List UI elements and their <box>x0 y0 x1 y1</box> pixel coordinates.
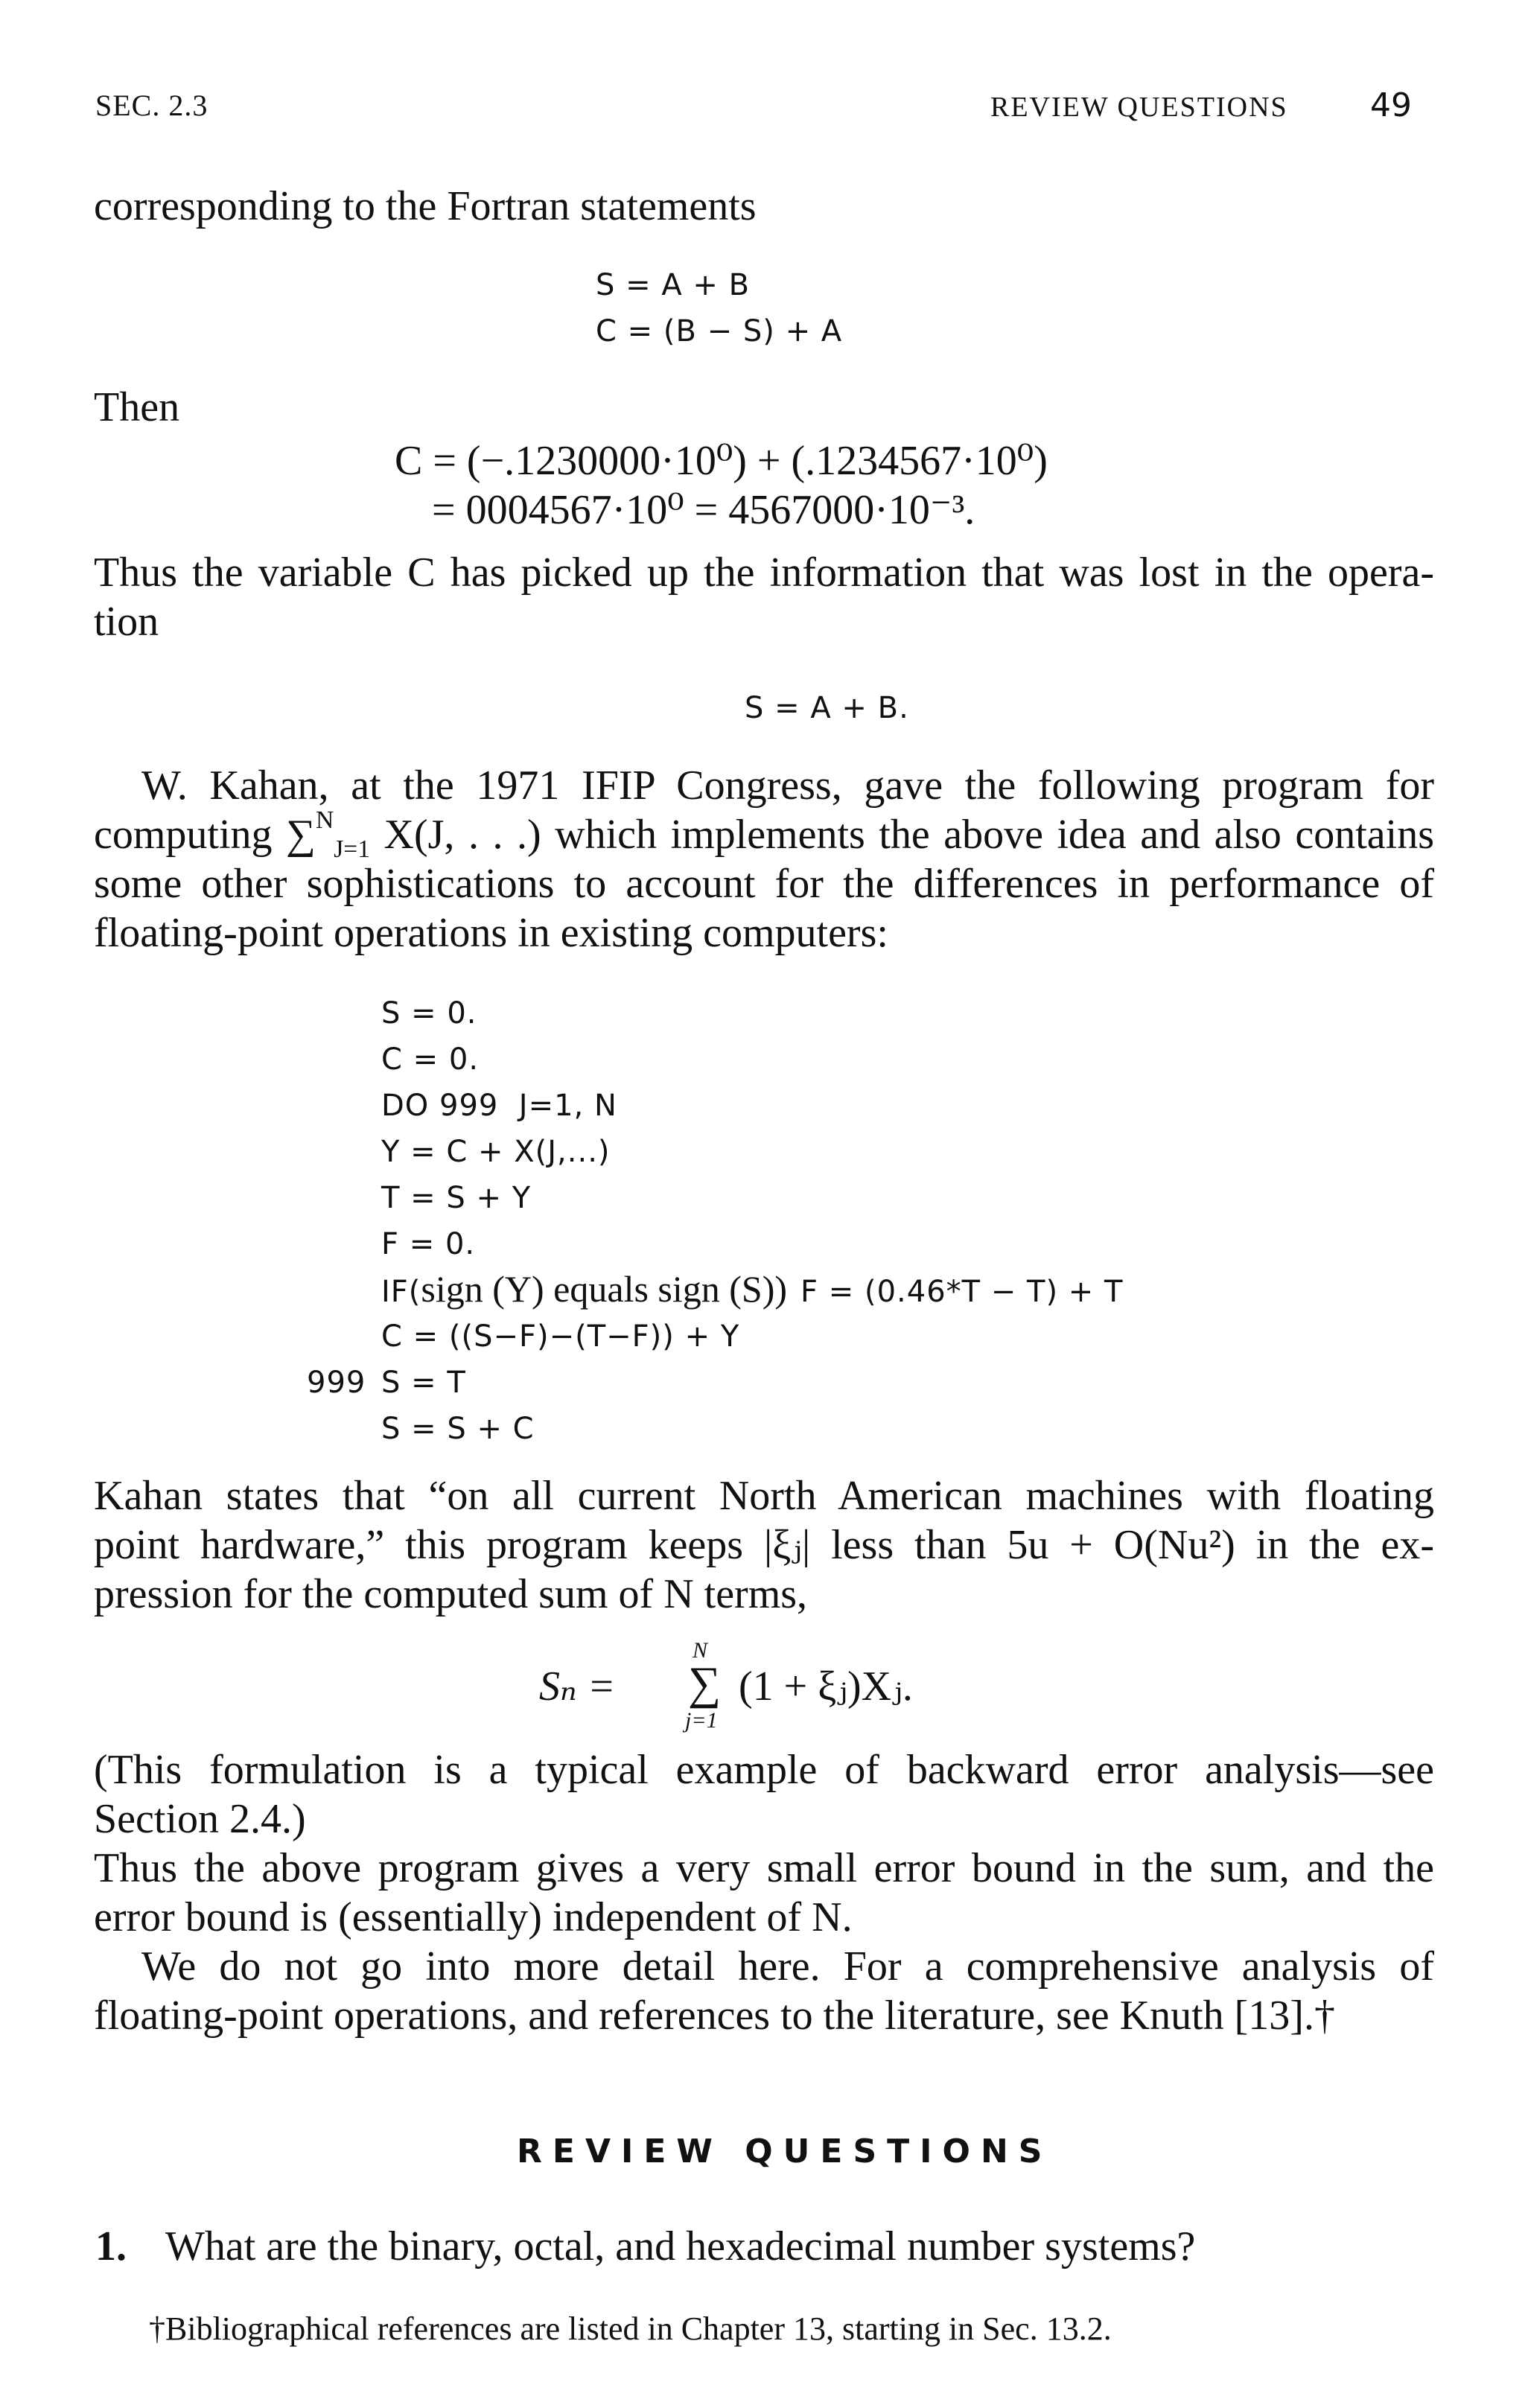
c-equation-line-1 <box>395 436 1048 485</box>
sum-formula-upper: N <box>693 1638 708 1663</box>
fortran-statement-correction: C = (B − S) + A <box>596 314 843 348</box>
c-equation-text-2: = 0004567·10⁰ = 4567000·10⁻³. <box>432 487 975 533</box>
program-line-1: S = 0. <box>381 996 477 1031</box>
program-line-6: F = 0. <box>381 1227 476 1261</box>
kahan-paragraph-line-2 <box>94 806 1435 863</box>
formulation-note-line-1: (This formulation is a typical example of backward error analysis—see <box>94 1747 1434 1793</box>
we-do-not-line-2: floating-point operations, and references to the literature, see Knuth [13].† <box>94 1993 1335 2039</box>
kahan-states-line-2: point hardware,” this program keeps |ξⱼ| less than 5u + O(Nu²) in the ex- <box>94 1522 1434 1568</box>
program-line-5: T = S + Y <box>381 1181 532 1215</box>
if-suffix: F = (0.46*T − T) + T <box>800 1275 1124 1309</box>
fortran-statement-sum: S = A + B <box>596 268 751 302</box>
footnote: †Bibliographical references are listed in Chapter 13, starting in Sec. 13.2. <box>149 2310 1112 2347</box>
thus-above-line-2: error bound is (essentially) independent of N. <box>94 1894 853 1940</box>
program-line-8: C = ((S−F)−(T−F)) + Y <box>381 1319 740 1354</box>
program-line-if <box>381 1267 1123 1315</box>
kahan-states-line-1: Kahan states that “on all current North American machines with floating <box>94 1473 1434 1519</box>
kahan-paragraph-line-1: W. Kahan, at the 1971 IFIP Congress, gave the following program for <box>141 762 1434 809</box>
kahan-sum-rest: X(J, . . .) which implements the above idea and also contains <box>370 812 1435 858</box>
review-questions-heading: REVIEW QUESTIONS <box>517 2133 1053 2170</box>
program-line-10: S = S + C <box>381 1412 535 1446</box>
formulation-note-line-2: Section 2.4.) <box>94 1796 306 1842</box>
question-1-number: 1. <box>95 2223 127 2270</box>
if-condition: sign (Y) equals sign (S)) <box>421 1268 788 1310</box>
kahan-paragraph-line-3: some other sophistications to account for the differences in performance of <box>94 861 1434 907</box>
sum-formula-rhs: (1 + ξⱼ)Xⱼ. <box>739 1663 913 1710</box>
program-line-2: C = 0. <box>381 1042 480 1077</box>
s-statement: S = A + B. <box>745 691 909 725</box>
kahan-sum-prefix: computing ∑ <box>94 812 316 858</box>
program-line-3: DO 999 J=1, N <box>381 1089 617 1123</box>
then-label: Then <box>94 384 180 430</box>
c-equation-line-2 <box>432 485 975 535</box>
page-number: 49 <box>1370 86 1412 124</box>
kahan-paragraph-line-4: floating-point operations in existing computers: <box>94 910 888 956</box>
intro-line: corresponding to the Fortran statements <box>94 183 757 229</box>
running-title: REVIEW QUESTIONS <box>990 92 1288 123</box>
sum-formula-sigma: ∑ <box>688 1658 722 1709</box>
thus-paragraph-line-1: Thus the variable C has picked up the information that was lost in the opera- <box>94 550 1434 596</box>
thus-above-line-1: Thus the above program gives a very small error bound in the sum, and the <box>94 1845 1434 1891</box>
kahan-states-line-3: pression for the computed sum of N terms, <box>94 1571 808 1617</box>
program-line-9: S = T <box>381 1366 466 1400</box>
kahan-sum-upper: N <box>315 806 334 835</box>
thus-paragraph-line-2: tion <box>94 599 159 645</box>
program-line-4: Y = C + X(J,...) <box>381 1135 611 1169</box>
question-1-text: What are the binary, octal, and hexadecimal number systems? <box>165 2223 1196 2270</box>
kahan-sum-lower: J=1 <box>334 835 371 863</box>
program-label-999: 999 <box>307 1366 366 1400</box>
section-label: SEC. 2.3 <box>95 89 208 122</box>
we-do-not-line-1: We do not go into more detail here. For a comprehensive analysis of <box>141 1943 1434 1990</box>
sum-formula-lower: j=1 <box>685 1708 718 1733</box>
sum-formula-lhs: Sₙ = <box>539 1663 616 1710</box>
if-prefix: IF( <box>381 1275 421 1309</box>
c-equation-text-1: C = (−.1230000·10⁰) + (.1234567·10⁰) <box>395 438 1048 484</box>
